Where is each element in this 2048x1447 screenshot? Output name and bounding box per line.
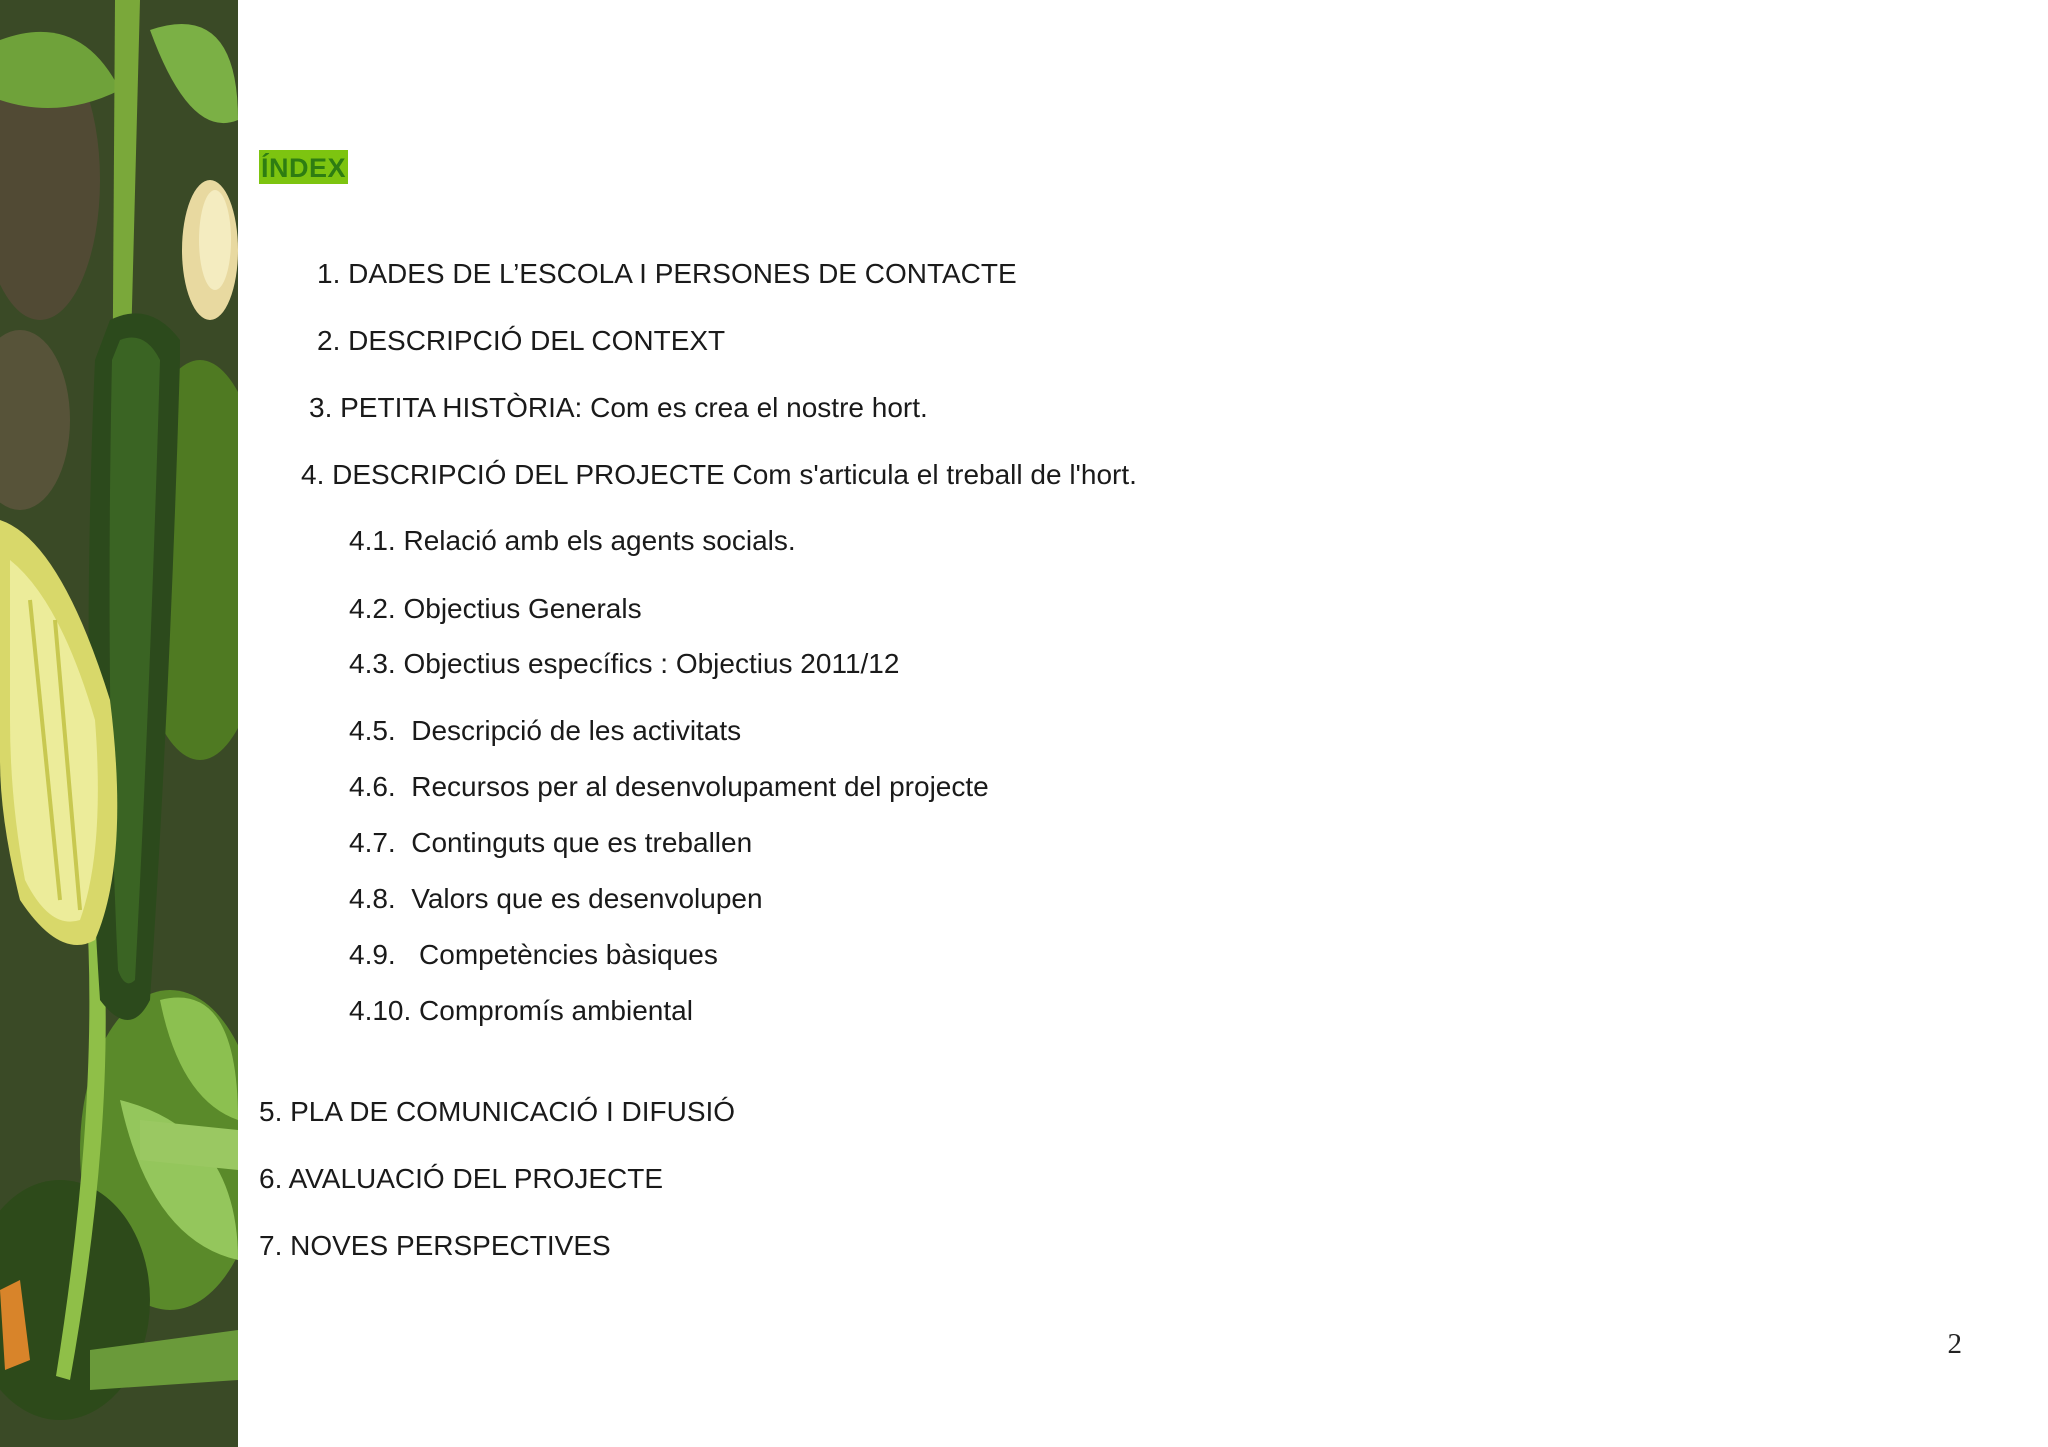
toc-item-4-1: 4.1. Relació amb els agents socials. bbox=[349, 525, 796, 556]
toc-item-4-5: 4.5. Descripció de les activitats bbox=[349, 715, 742, 746]
page-number: 2 bbox=[1947, 1328, 1962, 1360]
toc-item-4-2: 4.2. Objectius Generals bbox=[349, 593, 642, 624]
toc-item-5: 5. PLA DE COMUNICACIÓ I DIFUSIÓ bbox=[259, 1096, 736, 1127]
toc-item-4-8: 4.8. Valors que es desenvolupen bbox=[349, 883, 763, 914]
toc-item-4-6: 4.6. Recursos per al desenvolupament del projecte bbox=[349, 771, 989, 802]
toc-item-3: 3. PETITA HISTÒRIA: Com es crea el nostre hort. bbox=[309, 392, 928, 423]
toc-item-7: 7. NOVES PERSPECTIVES bbox=[259, 1230, 611, 1261]
zucchini-plant-photo bbox=[0, 0, 238, 1447]
toc-item-4-9: 4.9. Competències bàsiques bbox=[349, 939, 718, 970]
toc-item-4: 4. DESCRIPCIÓ DEL PROJECTE Com s'articula el treball de l'hort. bbox=[301, 459, 1137, 490]
toc-item-4-7: 4.7. Continguts que es treballen bbox=[349, 827, 753, 858]
toc-item-1: 1. DADES DE L’ESCOLA I PERSONES DE CONTACTE bbox=[317, 258, 1017, 289]
toc-item-2: 2. DESCRIPCIÓ DEL CONTEXT bbox=[317, 325, 726, 356]
index-heading: ÍNDEX bbox=[259, 150, 348, 184]
toc-item-4-3: 4.3. Objectius específics : Objectius 2011/12 bbox=[349, 648, 900, 679]
toc-item-4-10: 4.10. Compromís ambiental bbox=[349, 995, 693, 1026]
toc-item-6: 6. AVALUACIÓ DEL PROJECTE bbox=[259, 1163, 664, 1194]
